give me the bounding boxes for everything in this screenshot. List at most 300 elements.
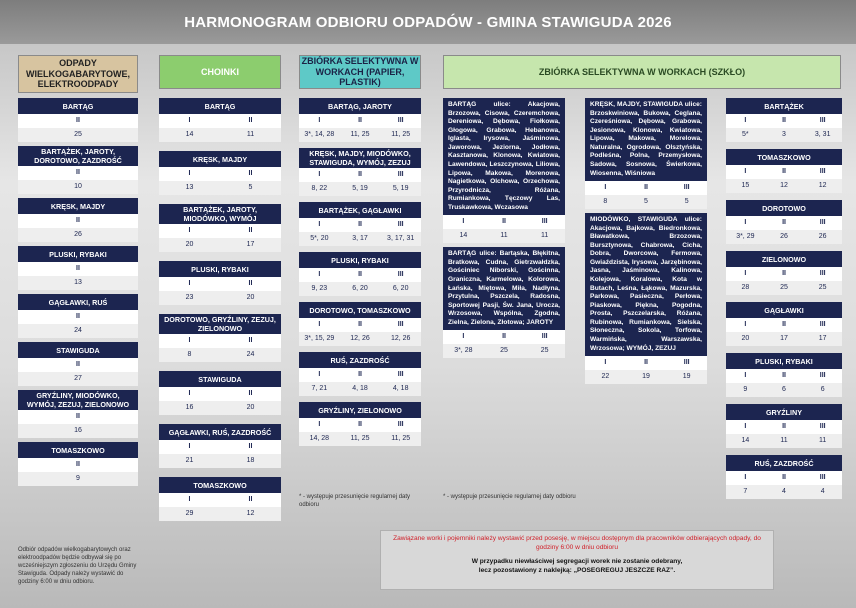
month-label: I bbox=[318, 421, 321, 428]
location-header: BARTĄŻEK, JAROTY, MIODÓWKO, WYMÓJ bbox=[159, 204, 281, 224]
date-value: 3*, 14, 28 bbox=[304, 131, 335, 138]
date-value: 20 bbox=[185, 241, 194, 248]
month-label: II bbox=[76, 461, 80, 468]
month-label: II bbox=[358, 171, 362, 178]
month-label: III bbox=[541, 333, 548, 341]
month-row bbox=[18, 410, 138, 424]
month-row bbox=[443, 215, 565, 229]
month-label: III bbox=[397, 221, 404, 228]
header-trees: CHOINKI bbox=[159, 55, 281, 89]
location-header: ZIELONOWO bbox=[726, 251, 842, 267]
dates-row bbox=[585, 195, 707, 209]
schedule-block bbox=[299, 252, 421, 296]
location-header: BARTĄŻEK bbox=[726, 98, 842, 114]
dates-row bbox=[726, 128, 842, 142]
location-header: TOMASZKOWO bbox=[726, 149, 842, 165]
month-label: I bbox=[744, 372, 747, 379]
date-value: 8 bbox=[187, 351, 192, 358]
date-value: 4, 18 bbox=[352, 385, 368, 392]
date-value: 28 bbox=[741, 284, 750, 291]
dates-row bbox=[159, 238, 281, 252]
location-header: DOROTOWO bbox=[726, 200, 842, 216]
month-label: II bbox=[76, 169, 80, 176]
schedule-block bbox=[299, 352, 421, 396]
month-label: I bbox=[604, 359, 607, 367]
date-value: 6, 20 bbox=[392, 285, 409, 292]
date-value: 3*, 15, 29 bbox=[304, 335, 335, 342]
month-label: III bbox=[397, 421, 404, 428]
date-value: 25 bbox=[500, 347, 508, 355]
date-value: 14 bbox=[185, 131, 194, 138]
schedule-block bbox=[726, 251, 842, 295]
month-label: III bbox=[819, 168, 826, 175]
month-label: III bbox=[397, 321, 404, 328]
date-value: 5, 19 bbox=[352, 185, 368, 192]
month-row bbox=[18, 166, 138, 180]
month-label: III bbox=[397, 171, 404, 178]
month-label: I bbox=[744, 474, 747, 481]
month-label: II bbox=[502, 333, 506, 341]
location-header: PLUSKI, RYBAKI bbox=[18, 246, 138, 262]
month-label: II bbox=[358, 321, 362, 328]
month-label: I bbox=[318, 221, 321, 228]
location-header: GRYŹLINY bbox=[726, 404, 842, 420]
collection-notice bbox=[380, 530, 774, 590]
date-value: 23 bbox=[185, 294, 194, 301]
month-row bbox=[585, 356, 707, 370]
location-header: TOMASZKOWO bbox=[159, 477, 281, 493]
schedule-block bbox=[18, 246, 138, 290]
month-row bbox=[299, 268, 421, 282]
month-row bbox=[726, 369, 842, 383]
month-row bbox=[159, 277, 281, 291]
month-row bbox=[299, 114, 421, 128]
dates-row bbox=[18, 276, 138, 290]
date-value: 5 bbox=[644, 198, 648, 206]
location-header: BARTĄG, JAROTY bbox=[299, 98, 421, 114]
month-label: II bbox=[358, 271, 362, 278]
schedule-block bbox=[159, 151, 281, 195]
dates-row bbox=[443, 344, 565, 358]
column-glass-a bbox=[443, 98, 565, 362]
location-header: GRYŹLINY, MIODÓWKO, WYMÓJ, ZEZUJ, ZIELONOWO bbox=[18, 390, 138, 410]
month-label: II bbox=[782, 372, 786, 379]
month-label: II bbox=[782, 423, 786, 430]
month-label: II bbox=[248, 227, 253, 234]
month-row bbox=[159, 114, 281, 128]
dates-row bbox=[726, 179, 842, 193]
month-label: I bbox=[188, 443, 191, 450]
date-value: 14, 28 bbox=[309, 435, 330, 442]
month-label: I bbox=[744, 219, 747, 226]
street-block bbox=[585, 98, 707, 209]
date-value: 8, 22 bbox=[311, 185, 328, 192]
date-value: 6 bbox=[782, 386, 786, 393]
date-value: 25 bbox=[74, 131, 82, 138]
month-label: II bbox=[76, 313, 80, 320]
date-value: 17 bbox=[246, 241, 255, 248]
date-value: 4 bbox=[782, 488, 786, 495]
dates-row bbox=[726, 485, 842, 499]
dates-row bbox=[299, 432, 421, 446]
schedule-block bbox=[18, 442, 138, 486]
month-row bbox=[159, 493, 281, 507]
date-value: 5, 19 bbox=[392, 185, 409, 192]
schedule-block bbox=[159, 98, 281, 142]
date-value: 9, 23 bbox=[311, 285, 328, 292]
date-value: 24 bbox=[74, 327, 82, 334]
dates-row bbox=[159, 348, 281, 362]
month-label: III bbox=[541, 218, 548, 226]
dates-row bbox=[299, 382, 421, 396]
month-label: II bbox=[782, 168, 786, 175]
location-header: BARTĄŻEK, GĄGŁAWKI bbox=[299, 202, 421, 218]
date-value: 9 bbox=[76, 475, 80, 482]
date-value: 19 bbox=[682, 373, 691, 381]
dates-row bbox=[726, 281, 842, 295]
dates-row bbox=[299, 282, 421, 296]
month-label: II bbox=[782, 219, 786, 226]
schedule-block bbox=[726, 404, 842, 448]
street-list: MIODÓWKO, STAWIGUDA ulice: Akacjowa, Bajkowa, Biedronkowa, Bławatkowa, Brzozowa, Bursztynowa, Chabrowa, Cicha, Dobra, Dworcowa, Fermowa, Gwiaździsta, Irysowa, Jarzębinowa, Jasna, Jaśminowa, Kalinowa, Kolejowa, Koralowa, Kota w Butach, Leśna, Łąkowa, Mazurska, Parkowa, Pasieczna, Perłowa, Piaskowa, Piękna, Pogodna, Prosta, Pszczelarska, Różana, Rubinowa, Rumiankowa, Sielska, Słoneczna, Sokola, Torfowa, Warmińska, Warszawska, Wrzosowa; WYMÓJ, ZEZUJ bbox=[585, 213, 707, 356]
month-label: II bbox=[358, 371, 362, 378]
dates-row bbox=[726, 434, 842, 448]
month-row bbox=[159, 224, 281, 238]
dates-row bbox=[299, 332, 421, 346]
month-label: I bbox=[744, 168, 747, 175]
date-value: 12, 26 bbox=[390, 335, 411, 342]
date-value: 16 bbox=[185, 404, 194, 411]
dates-row bbox=[443, 229, 565, 243]
month-label: I bbox=[188, 227, 191, 234]
column-paper bbox=[299, 98, 421, 452]
column-trees bbox=[159, 98, 281, 530]
dates-row bbox=[726, 383, 842, 397]
dates-row bbox=[159, 291, 281, 305]
month-label: II bbox=[248, 443, 253, 450]
date-value: 15 bbox=[741, 182, 750, 189]
location-header: BARTĄŻEK, JAROTY, DOROTOWO, ZAZDROŚĆ bbox=[18, 146, 138, 166]
month-label: I bbox=[188, 117, 191, 124]
date-value: 11 bbox=[819, 437, 827, 444]
location-header: BARTĄG bbox=[159, 98, 281, 114]
month-row bbox=[726, 318, 842, 332]
month-label: III bbox=[397, 117, 404, 124]
location-header: KRĘSK, MAJDY bbox=[159, 151, 281, 167]
footnote-glass: * - występuje przesunięcie regularnej daty odbioru bbox=[443, 494, 576, 500]
date-value: 5 bbox=[684, 198, 689, 206]
dates-row bbox=[18, 472, 138, 486]
notice-red-text: Zawiązane worki i pojemniki należy wystawić przed posesję, w miejscu dostępnym dla pracowników odbierających odpady, do godziny 6:00 w dniu odbioru bbox=[393, 535, 761, 551]
month-row bbox=[726, 216, 842, 230]
date-value: 10 bbox=[74, 183, 82, 190]
month-row bbox=[299, 368, 421, 382]
month-row bbox=[299, 168, 421, 182]
dates-row bbox=[18, 324, 138, 338]
date-value: 27 bbox=[74, 375, 82, 382]
month-row bbox=[159, 334, 281, 348]
schedule-block bbox=[299, 98, 421, 142]
month-row bbox=[299, 318, 421, 332]
date-value: 11, 25 bbox=[391, 131, 411, 138]
location-header: STAWIGUDA bbox=[18, 342, 138, 358]
street-block bbox=[443, 247, 565, 358]
schedule-block bbox=[726, 200, 842, 244]
month-label: II bbox=[76, 361, 80, 368]
schedule-block bbox=[726, 149, 842, 193]
date-value: 4, 18 bbox=[392, 385, 409, 392]
date-value: 5*, 20 bbox=[310, 235, 329, 242]
month-label: II bbox=[248, 337, 253, 344]
date-value: 11 bbox=[780, 437, 788, 444]
column-glass-c bbox=[726, 98, 842, 506]
dates-row bbox=[299, 128, 421, 142]
month-row bbox=[18, 458, 138, 472]
month-label: I bbox=[188, 496, 191, 503]
month-row bbox=[726, 114, 842, 128]
month-label: I bbox=[188, 280, 191, 287]
date-value: 6, 20 bbox=[352, 285, 368, 292]
page-title: HARMONOGRAM ODBIORU ODPADÓW - GMINA STAWIGUDA 2026 bbox=[0, 0, 856, 44]
month-label: I bbox=[188, 390, 191, 397]
dates-row bbox=[18, 372, 138, 386]
date-value: 12, 26 bbox=[350, 335, 370, 342]
schedule-block bbox=[159, 424, 281, 468]
month-row bbox=[726, 471, 842, 485]
month-label: II bbox=[76, 217, 80, 224]
date-value: 20 bbox=[741, 335, 750, 342]
month-label: I bbox=[188, 337, 191, 344]
dates-row bbox=[159, 401, 281, 415]
month-label: I bbox=[462, 218, 465, 226]
month-label: I bbox=[318, 117, 321, 124]
schedule-block bbox=[18, 98, 138, 142]
date-value: 25 bbox=[818, 284, 827, 291]
month-label: II bbox=[76, 413, 80, 420]
dates-row bbox=[18, 424, 138, 438]
month-label: II bbox=[76, 265, 80, 272]
month-label: II bbox=[248, 496, 253, 503]
location-header: RUŚ, ZAZDROŚĆ bbox=[299, 352, 421, 368]
month-label: II bbox=[248, 170, 253, 177]
month-label: II bbox=[248, 390, 253, 397]
bulky-info-note: Odbiór odpadów wielkogabarytowych oraz elektroodpadów będzie odbywał się po wcześniejszym zgłoszeniu do Urzędu Gminy Stawiguda. Odpady należy wystawić do godziny 6:00 w dniu odbioru. bbox=[18, 547, 137, 586]
month-label: III bbox=[397, 371, 404, 378]
month-row bbox=[18, 310, 138, 324]
date-value: 9 bbox=[743, 386, 748, 393]
header-bulky: ODPADY WIELKOGABARYTOWE, ELEKTROODPADY bbox=[18, 55, 138, 93]
month-label: II bbox=[782, 474, 786, 481]
dates-row bbox=[159, 128, 281, 142]
month-row bbox=[299, 418, 421, 432]
location-header: KRĘSK, MAJDY bbox=[18, 198, 138, 214]
schedule-block bbox=[726, 353, 842, 397]
date-value: 18 bbox=[246, 457, 255, 464]
date-value: 4 bbox=[820, 488, 825, 495]
location-header: STAWIGUDA bbox=[159, 371, 281, 387]
dates-row bbox=[18, 228, 138, 242]
notice-black-text-1: W przypadku niewłaściwej segregacji worek nie zostanie odebrany, bbox=[471, 558, 683, 566]
date-value: 11 bbox=[500, 232, 508, 240]
schedule-block bbox=[18, 198, 138, 242]
schedule-block bbox=[159, 314, 281, 362]
date-value: 22 bbox=[601, 373, 610, 381]
month-label: III bbox=[397, 271, 404, 278]
month-row bbox=[18, 262, 138, 276]
header-glass: ZBIÓRKA SELEKTYWNA W WORKACH (SZKŁO) bbox=[443, 55, 841, 89]
date-value: 6 bbox=[820, 386, 825, 393]
month-label: III bbox=[819, 423, 826, 430]
dates-row bbox=[159, 507, 281, 521]
schedule-block bbox=[18, 294, 138, 338]
date-value: 29 bbox=[185, 510, 194, 517]
schedule-block bbox=[159, 204, 281, 252]
dates-row bbox=[18, 180, 138, 194]
date-value: 3 bbox=[782, 131, 786, 138]
street-block bbox=[585, 213, 707, 384]
schedule-block bbox=[726, 455, 842, 499]
month-row bbox=[726, 267, 842, 281]
column-glass-b bbox=[585, 98, 707, 388]
date-value: 20 bbox=[246, 294, 255, 301]
dates-row bbox=[726, 332, 842, 346]
month-row bbox=[18, 114, 138, 128]
date-value: 13 bbox=[185, 184, 194, 191]
schedule-block bbox=[18, 390, 138, 438]
column-bulky bbox=[18, 98, 138, 490]
footnote-paper: * - występuje przesunięcie regularnej daty odbioru bbox=[299, 494, 411, 509]
month-label: II bbox=[358, 421, 362, 428]
month-label: II bbox=[782, 117, 786, 124]
date-value: 26 bbox=[74, 231, 82, 238]
dates-row bbox=[585, 370, 707, 384]
schedule-block bbox=[159, 371, 281, 415]
schedule-block bbox=[726, 302, 842, 346]
month-label: I bbox=[604, 184, 607, 192]
dates-row bbox=[726, 230, 842, 244]
date-value: 11, 25 bbox=[350, 435, 370, 442]
month-label: III bbox=[819, 117, 826, 124]
location-header: DOROTOWO, GRYŹLINY, ZEZUJ, ZIELONOWO bbox=[159, 314, 281, 334]
month-label: III bbox=[819, 474, 826, 481]
month-row bbox=[159, 167, 281, 181]
dates-row bbox=[299, 182, 421, 196]
schedule-block bbox=[299, 402, 421, 446]
dates-row bbox=[299, 232, 421, 246]
month-row bbox=[443, 330, 565, 344]
month-row bbox=[726, 420, 842, 434]
date-value: 5* bbox=[742, 131, 749, 138]
month-label: I bbox=[188, 170, 191, 177]
location-header: RUŚ, ZAZDROŚĆ bbox=[726, 455, 842, 471]
date-value: 26 bbox=[780, 233, 788, 240]
header-paper: ZBIÓRKA SELEKTYWNA W WORKACH (PAPIER, PLASTIK) bbox=[299, 55, 421, 89]
date-value: 17 bbox=[818, 335, 827, 342]
street-list: BARTĄG ulice: Akacjowa, Brzozowa, Cisowa, Czeremchowa, Dereniowa, Dębowa, Fiołkowa, Głogowa, Grabowa, Hebanowa, Iglasta, Irysowa, Jaśminowa, Jaworowa, Jeziorna, Jodłowa, Kasztanowa, Klonowa, Kwiatowa, Lawendowa, Leszczynowa, Liliowa, Lipowa, Makowa, Morenowa, Nagietkowa, Olchowa, Orzechowa, Przyrodnicza, Różana, Rumiankowa, Tęczowy Las, Truskawkowa, Wczasowa bbox=[443, 98, 565, 215]
date-value: 3, 17, 31 bbox=[387, 235, 415, 242]
month-row bbox=[18, 214, 138, 228]
month-label: III bbox=[683, 359, 690, 367]
month-label: II bbox=[248, 280, 253, 287]
date-value: 8 bbox=[603, 198, 608, 206]
date-value: 3, 31 bbox=[814, 131, 831, 138]
month-row bbox=[585, 181, 707, 195]
schedule-block bbox=[726, 98, 842, 142]
date-value: 26 bbox=[818, 233, 827, 240]
location-header: PLUSKI, RYBAKI bbox=[299, 252, 421, 268]
location-header: GRYŹLINY, ZIELONOWO bbox=[299, 402, 421, 418]
date-value: 12 bbox=[246, 510, 255, 517]
month-row bbox=[299, 218, 421, 232]
month-label: I bbox=[462, 333, 465, 341]
month-row bbox=[726, 165, 842, 179]
date-value: 16 bbox=[74, 427, 82, 434]
schedule-block bbox=[159, 477, 281, 521]
month-label: II bbox=[502, 218, 506, 226]
month-label: II bbox=[644, 359, 648, 367]
location-header: KRĘSK, MAJDY, MIODÓWKO, STAWIGUDA, WYMÓJ, ZEZUJ bbox=[299, 148, 421, 168]
schedule-block bbox=[18, 146, 138, 194]
date-value: 20 bbox=[246, 404, 255, 411]
month-label: I bbox=[744, 270, 747, 277]
month-label: I bbox=[318, 171, 321, 178]
date-value: 24 bbox=[246, 351, 255, 358]
month-label: I bbox=[744, 423, 747, 430]
date-value: 12 bbox=[780, 182, 788, 189]
month-label: II bbox=[782, 321, 786, 328]
location-header: BARTĄG bbox=[18, 98, 138, 114]
month-label: III bbox=[819, 219, 826, 226]
date-value: 3*, 28 bbox=[454, 347, 473, 355]
date-value: 11, 25 bbox=[391, 435, 411, 442]
date-value: 21 bbox=[185, 457, 194, 464]
location-header: PLUSKI, RYBAKI bbox=[159, 261, 281, 277]
date-value: 13 bbox=[74, 279, 82, 286]
month-label: III bbox=[819, 321, 826, 328]
month-label: I bbox=[744, 321, 747, 328]
date-value: 7 bbox=[743, 488, 748, 495]
location-header: GĄGŁAWKI bbox=[726, 302, 842, 318]
schedule-block bbox=[159, 261, 281, 305]
date-value: 25 bbox=[540, 347, 549, 355]
street-block bbox=[443, 98, 565, 243]
date-value: 12 bbox=[818, 182, 827, 189]
month-label: II bbox=[76, 117, 80, 124]
month-row bbox=[159, 387, 281, 401]
date-value: 3*, 29 bbox=[736, 233, 755, 240]
month-row bbox=[18, 358, 138, 372]
date-value: 11 bbox=[246, 131, 255, 138]
month-label: I bbox=[318, 271, 321, 278]
dates-row bbox=[159, 181, 281, 195]
month-label: I bbox=[318, 371, 321, 378]
month-label: II bbox=[358, 117, 362, 124]
date-value: 5 bbox=[248, 184, 253, 191]
date-value: 3, 17 bbox=[352, 235, 368, 242]
schedule-block bbox=[299, 302, 421, 346]
street-list: KRĘSK, MAJDY, STAWIGUDA ulice: Brzoskwiniowa, Bukowa, Ceglana, Czereśniowa, Dębowa, Grabowa, Jesionowa, Klonowa, Kwiatowa, Lipowa, Makowa, Morelowa, Naturalna, Ogrodowa, Olsztyńska, Podleśna, Polna, Przemysłowa, Sadowa, Sosnowa, Świerkowa, Wiosenna, Wiśniowa bbox=[585, 98, 707, 181]
location-header: GĄGŁAWKI, RUŚ bbox=[18, 294, 138, 310]
dates-row bbox=[159, 454, 281, 468]
location-header: TOMASZKOWO bbox=[18, 442, 138, 458]
date-value: 11 bbox=[541, 232, 549, 240]
date-value: 19 bbox=[642, 373, 650, 381]
month-label: III bbox=[819, 270, 826, 277]
date-value: 25 bbox=[780, 284, 788, 291]
month-label: II bbox=[782, 270, 786, 277]
month-label: III bbox=[819, 372, 826, 379]
notice-black-text-2: lecz pozostawiony z naklejką: „POSEGREGUJ JESZCZE RAZ”. bbox=[478, 566, 676, 574]
